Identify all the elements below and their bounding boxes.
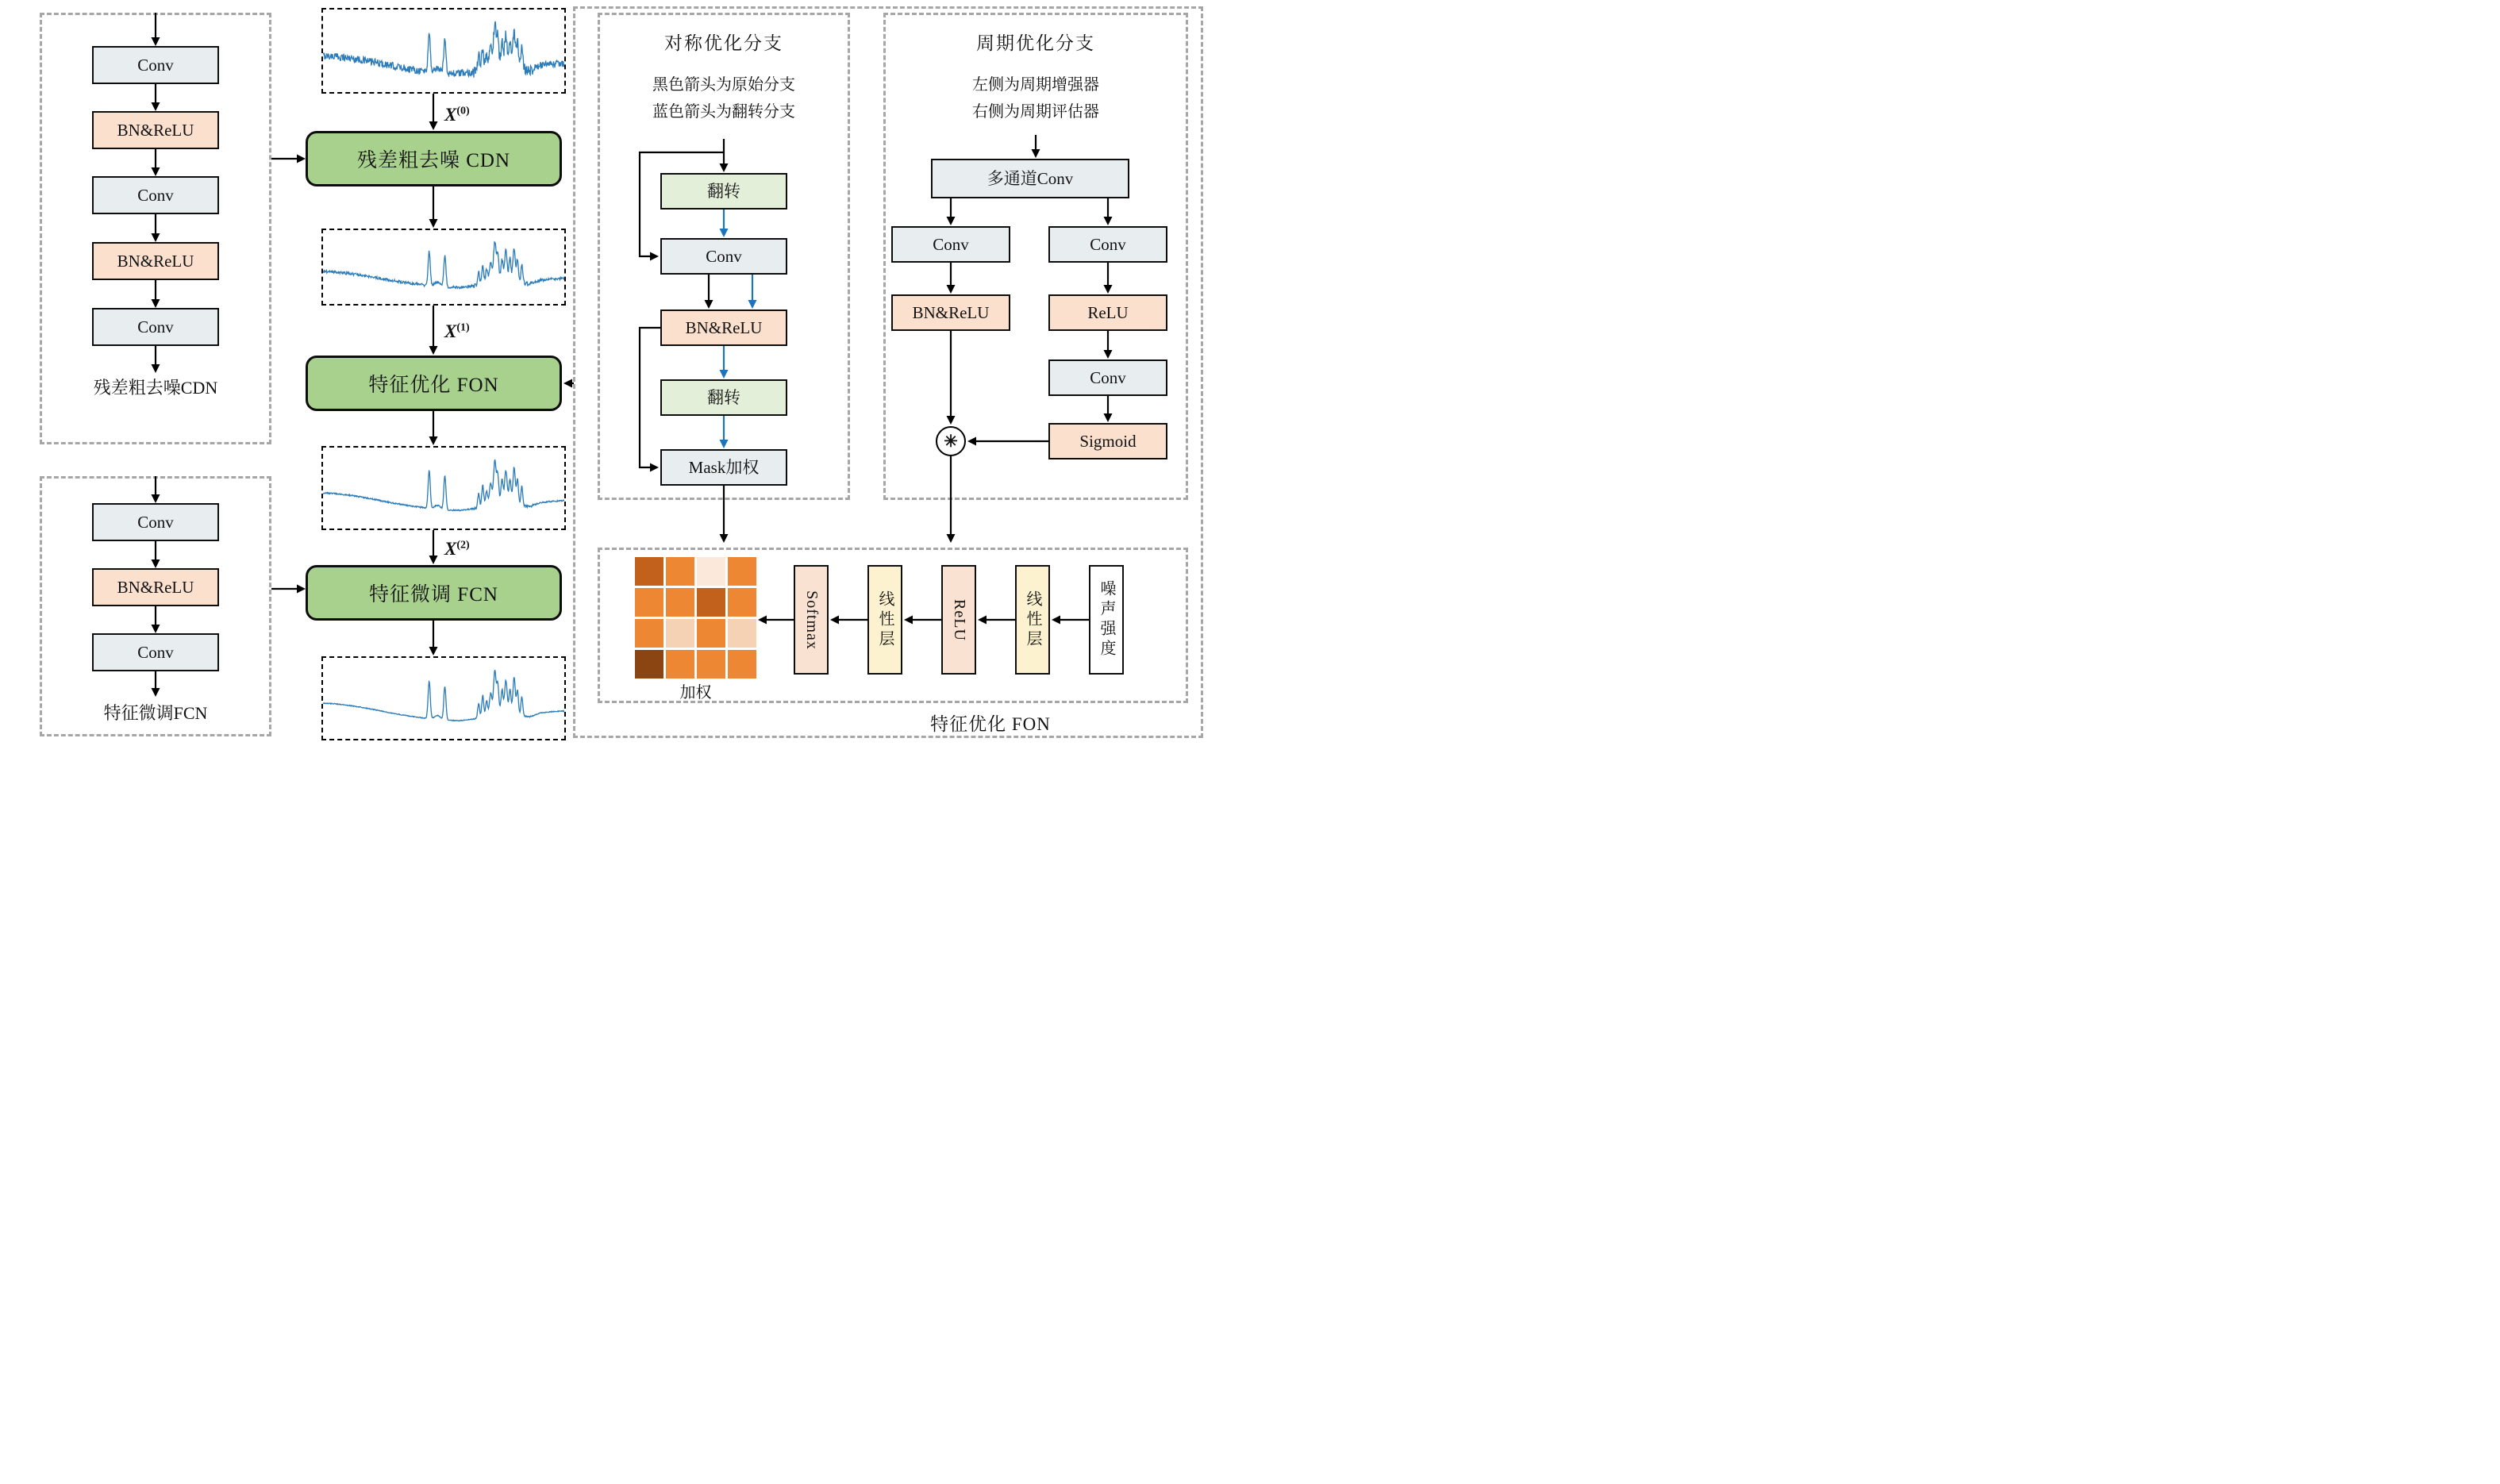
sym-mask-label: Mask加权 <box>688 457 760 477</box>
cdn-block-bnrelu1 <box>92 111 219 149</box>
heatmap-cell <box>635 650 663 679</box>
heatmap-cell <box>635 619 663 648</box>
weight-heatmap <box>635 557 756 679</box>
stage-fon <box>306 356 562 411</box>
arrow-cdn-link <box>271 155 306 163</box>
x0-base: X <box>444 105 457 125</box>
fcn-block-conv2-label: Conv <box>137 642 174 662</box>
stage-fcn <box>306 565 562 621</box>
heatmap-cell <box>697 588 725 617</box>
cdn-block-conv3 <box>92 308 219 346</box>
periodic-branch-title: 周期优化分支 <box>976 33 1095 53</box>
heatmap-cell <box>728 650 756 679</box>
per-block-right-conv1 <box>1048 226 1167 263</box>
architecture-diagram <box>0 0 1250 742</box>
sym-flip2-label: 翻转 <box>707 387 740 407</box>
signal-plot-input <box>321 8 566 94</box>
stage-fcn-label: 特征微调 FCN <box>369 584 498 606</box>
heatmap-cell <box>635 588 663 617</box>
multiply-operator-icon <box>936 426 966 456</box>
heatmap-cell <box>697 557 725 586</box>
cdn-block-conv1 <box>92 46 219 84</box>
per-block-left-bnrelu <box>891 294 1010 331</box>
tensor-label-x2 <box>444 539 470 559</box>
sym-block-mask <box>660 449 787 486</box>
arrow-pipe-x1 <box>429 306 438 355</box>
cdn-block-bnrelu2-label: BN&ReLU <box>117 251 194 271</box>
weight-heatmap-label: 加权 <box>679 684 712 702</box>
sym-block-conv <box>660 238 787 275</box>
signal-plot-after-fon <box>321 446 566 530</box>
fcn-block-bnrelu <box>92 568 219 606</box>
arrow-pipe-x0 <box>429 94 438 130</box>
heatmap-cell <box>666 650 694 679</box>
fcn-module-title: 特征微调FCN <box>103 703 208 723</box>
sym-block-flip1 <box>660 173 787 210</box>
fon-linear1-label: 线性层 <box>876 590 894 650</box>
cdn-block-conv2 <box>92 176 219 214</box>
signal-plot-after-cdn <box>321 229 566 306</box>
fon-slab-noise-strength <box>1089 565 1124 675</box>
fcn-block-conv2 <box>92 633 219 671</box>
symmetric-branch-title: 对称优化分支 <box>664 33 783 53</box>
sym-block-flip2 <box>660 379 787 416</box>
per-block-right-conv2 <box>1048 359 1167 396</box>
sym-flip1-label: 翻转 <box>707 181 740 201</box>
arrow-pipe-fon-out <box>429 411 438 445</box>
fon-detail-title: 特征优化 FON <box>930 714 1051 734</box>
per-right-conv1-label: Conv <box>1090 234 1126 254</box>
tensor-label-x0 <box>444 105 470 125</box>
sym-bnrelu-label: BN&ReLU <box>685 317 763 337</box>
x2-base: X <box>444 539 457 559</box>
x0-sup: (0) <box>456 105 470 117</box>
per-mc-label: 多通道Conv <box>987 168 1074 188</box>
fcn-block-conv1-label: Conv <box>137 512 174 532</box>
per-block-right-relu <box>1048 294 1167 331</box>
per-block-right-sigmoid <box>1048 423 1167 459</box>
fon-slab-linear2 <box>1015 565 1050 675</box>
cdn-block-bnrelu1-label: BN&ReLU <box>117 120 194 140</box>
sym-conv-label: Conv <box>706 246 742 266</box>
signal-plot-output <box>321 656 566 740</box>
arrow-pipe-cdn-out <box>429 186 438 228</box>
heatmap-cell <box>728 588 756 617</box>
cdn-module-title: 残差粗去噪CDN <box>93 378 218 398</box>
fon-relu-label: ReLU <box>950 598 968 641</box>
heatmap-cell <box>697 650 725 679</box>
fon-softmax-label: Softmax <box>802 590 821 650</box>
arrow-pipe-fcn-out <box>429 621 438 655</box>
periodic-branch-legend1: 左侧为周期增强器 <box>972 76 1099 94</box>
fon-slab-softmax <box>794 565 829 675</box>
cdn-block-conv1-label: Conv <box>137 55 174 75</box>
fon-noise-strength-label: 噪声强度 <box>1098 580 1115 659</box>
cdn-block-conv2-label: Conv <box>137 185 174 205</box>
cdn-block-conv3-label: Conv <box>137 317 174 336</box>
heatmap-cell <box>697 619 725 648</box>
heatmap-cell <box>666 557 694 586</box>
fcn-block-bnrelu-label: BN&ReLU <box>117 577 194 597</box>
fcn-block-conv1 <box>92 503 219 541</box>
per-block-left-conv <box>891 226 1010 263</box>
heatmap-cell <box>666 619 694 648</box>
stage-fon-label: 特征优化 FON <box>368 375 499 396</box>
arrow-pipe-x2 <box>429 530 438 564</box>
heatmap-cell <box>635 557 663 586</box>
symmetric-branch-legend1: 黑色箭头为原始分支 <box>652 76 795 94</box>
per-left-bnrelu-label: BN&ReLU <box>912 302 990 322</box>
symmetric-branch-legend2: 蓝色箭头为翻转分支 <box>652 103 795 121</box>
per-right-conv2-label: Conv <box>1090 367 1126 387</box>
fon-slab-linear1 <box>867 565 902 675</box>
arrow-fcn-link <box>271 585 306 594</box>
periodic-branch-legend2: 右侧为周期评估器 <box>972 103 1099 121</box>
tensor-label-x1 <box>444 321 470 342</box>
per-right-relu-label: ReLU <box>1087 302 1129 322</box>
heatmap-cell <box>728 619 756 648</box>
heatmap-cell <box>666 588 694 617</box>
per-block-multichannel-conv <box>931 159 1129 198</box>
heatmap-cell <box>728 557 756 586</box>
stage-cdn <box>306 131 562 186</box>
cdn-block-bnrelu2 <box>92 242 219 280</box>
per-right-sigmoid-label: Sigmoid <box>1079 431 1137 451</box>
fon-linear2-label: 线性层 <box>1024 590 1041 650</box>
per-left-conv-label: Conv <box>933 234 969 254</box>
x1-base: X <box>444 321 457 341</box>
multiply-symbol: ✳ <box>944 431 958 451</box>
stage-cdn-label: 残差粗去噪 CDN <box>356 150 511 171</box>
sym-block-bnrelu <box>660 309 787 346</box>
x1-sup: (1) <box>456 321 470 334</box>
x2-sup: (2) <box>456 539 470 552</box>
fon-slab-relu <box>941 565 976 675</box>
